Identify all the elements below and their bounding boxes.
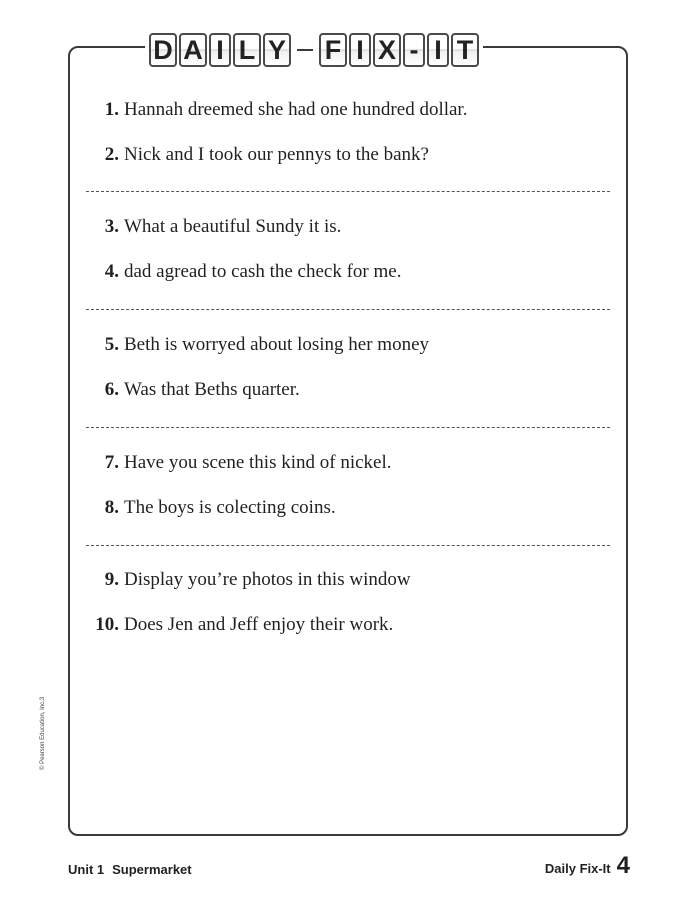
title-tile: T [451,33,479,67]
unit-title: Supermarket [112,862,192,877]
item-number: 1. [104,99,119,120]
item-number: 10. [95,614,119,635]
title-tile: I [209,33,231,67]
sentence-item-10 [0,614,600,636]
title-tile: A [179,33,207,67]
unit-number: Unit 1 [68,862,105,877]
title-word-daily [149,33,291,67]
item-text: Have you scene this kind of nickel. [124,452,392,473]
title-tile: F [319,33,347,67]
item-text: Was that Beths quarter. [124,379,300,400]
sentence-item-9 [0,569,600,591]
dashed-divider [86,191,610,192]
item-number: 8. [104,497,119,518]
item-number: 3. [104,216,119,237]
item-number: 2. [104,144,119,165]
item-number: 6. [104,379,119,400]
dashed-divider [86,427,610,428]
sentence-item-2 [0,144,600,166]
title-separator [297,49,313,51]
title-tile: - [403,33,425,67]
item-text: What a beautiful Sundy it is. [124,216,342,237]
footer-page [545,852,630,880]
copyright-notice: © Pearson Education, Inc.3 [40,696,46,770]
sentence-item-4 [0,261,600,283]
title-tile: I [349,33,371,67]
daily-fix-it-title [145,30,483,70]
item-text: The boys is colecting coins. [124,497,336,518]
item-text: dad agread to cash the check for me. [124,261,402,282]
footer-unit [68,862,200,877]
item-text: Hannah dreemed she had one hundred dollar. [124,99,468,120]
item-text: Beth is worryed about losing her money [124,334,430,355]
title-tile: L [233,33,261,67]
item-number: 7. [104,452,119,473]
title-tile: Y [263,33,291,67]
dashed-divider [86,309,610,310]
item-number: 5. [104,334,119,355]
title-tile: X [373,33,401,67]
title-tile: I [427,33,449,67]
item-number: 4. [104,261,119,282]
sentence-item-3 [0,216,600,238]
item-text: Does Jen and Jeff enjoy their work. [124,614,394,635]
item-text: Nick and I took our pennys to the bank? [124,144,429,165]
sentence-item-7 [0,452,600,474]
title-tile: D [149,33,177,67]
sentence-item-5 [0,334,600,356]
sentence-item-6 [0,379,600,401]
title-word-fix-it [319,33,479,67]
footer-label: Daily Fix-It [544,861,611,876]
sentence-item-1 [0,99,600,121]
item-number: 9. [104,569,119,590]
dashed-divider [86,545,610,546]
sentence-item-8 [0,497,600,519]
item-text: Display you’re photos in this window [124,569,411,590]
page-number: 4 [616,852,630,879]
